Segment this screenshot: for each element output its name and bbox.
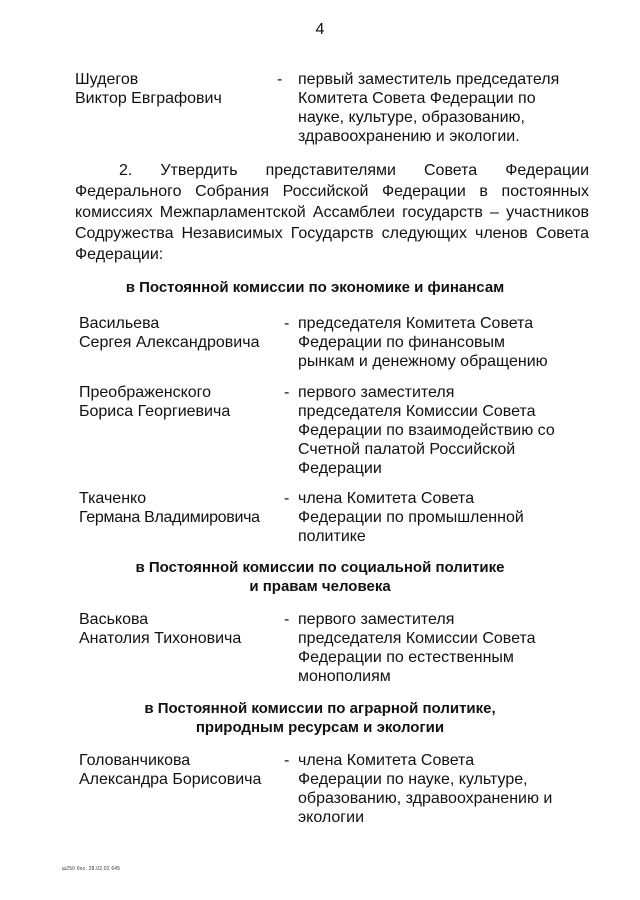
name-line: Васильева: [79, 315, 160, 332]
desc-line: Федерации по промышленной: [298, 509, 524, 526]
member-name: [79, 489, 260, 527]
heading-line: в Постоянной комиссии по социальной политике: [135, 559, 505, 576]
desc-line: члена Комитета Совета: [298, 490, 475, 507]
entry-dash: -: [277, 71, 283, 88]
desc-line: науке, культуре, образованию,: [298, 109, 525, 126]
paragraph-line: комиссиях Межпарламентской Ассамблеи государств – участников: [75, 204, 589, 221]
desc-line: первого заместителя: [298, 384, 455, 401]
member-description: [298, 314, 548, 371]
heading-line: и правам человека: [249, 578, 391, 595]
desc-line: экологии: [298, 809, 365, 826]
member-description: [298, 610, 536, 686]
name-line: Голованчикова: [79, 752, 191, 769]
desc-line: Федерации по естественным: [298, 649, 514, 666]
entry-dash: -: [284, 384, 290, 401]
section-heading: [0, 278, 630, 297]
page-number: 4: [315, 21, 325, 38]
desc-line: председателя Комиссии Совета: [298, 403, 536, 420]
name-line: Германа Владимировича: [79, 509, 260, 526]
member-description: [298, 489, 524, 546]
desc-line: первого заместителя: [298, 611, 455, 628]
name-line: Бориса Георгиевича: [79, 403, 231, 420]
member-description: [298, 751, 552, 827]
name-line: Анатолия Тихоновича: [79, 630, 242, 647]
desc-line: председателя Комитета Совета: [298, 315, 534, 332]
desc-line: образованию, здравоохранению и: [298, 790, 553, 807]
desc-line: Федерации по науке, культуре,: [298, 771, 528, 788]
first-entry-name: [75, 70, 222, 108]
heading-line: в Постоянной комиссии по аграрной политике,: [144, 700, 496, 717]
name-line: Васькова: [79, 611, 149, 628]
name-line: Ткаченко: [79, 490, 147, 507]
desc-line: здравоохранению и экологии.: [298, 128, 520, 145]
footer-stamp: ш250 бос. 28.02.02 645: [62, 866, 121, 872]
entry-dash: -: [284, 752, 290, 769]
entry-dash: -: [284, 315, 290, 332]
member-name: [79, 610, 241, 648]
desc-line: Комитета Совета Федерации по: [298, 90, 536, 107]
member-description: [298, 383, 555, 478]
desc-line: первый заместитель председателя: [298, 71, 560, 88]
desc-line: монополиям: [298, 668, 391, 685]
member-name: [79, 314, 259, 352]
desc-line: Федерации по взаимодействию со: [298, 422, 555, 439]
name-line: Шудегов: [75, 71, 139, 88]
heading-line: природным ресурсам и экологии: [195, 719, 445, 736]
paragraph-line: Содружества Независимых Государств следующих членов Совета: [75, 225, 589, 242]
desc-line: председателя Комиссии Совета: [298, 630, 536, 647]
name-line: Сергея Александровича: [79, 334, 260, 351]
desc-line: Федерации: [298, 460, 382, 477]
first-entry-description: [298, 70, 559, 146]
heading-line: в Постоянной комиссии по экономике и финансам: [125, 279, 505, 296]
desc-line: политике: [298, 528, 366, 545]
resolution-paragraph: [75, 160, 589, 265]
section-heading: [0, 558, 640, 596]
name-line: Александра Борисовича: [79, 771, 262, 788]
paragraph-line: Федерального Собрания Российской Федерации в постоянных: [75, 183, 589, 200]
desc-line: члена Комитета Совета: [298, 752, 475, 769]
name-line: Преображенского: [79, 384, 212, 401]
desc-line: Федерации по финансовым: [298, 334, 505, 351]
desc-line: рынкам и денежному обращению: [298, 353, 548, 370]
entry-dash: -: [284, 490, 290, 507]
entry-dash: -: [284, 611, 290, 628]
desc-line: Счетной палатой Российской: [298, 441, 516, 458]
paragraph-line: 2. Утвердить представителями Совета Федерации: [119, 162, 589, 179]
section-heading: [0, 699, 640, 737]
paragraph-line: Федерации:: [75, 246, 164, 263]
member-name: [79, 751, 261, 789]
name-line: Виктор Евграфович: [75, 90, 222, 107]
member-name: [79, 383, 230, 421]
